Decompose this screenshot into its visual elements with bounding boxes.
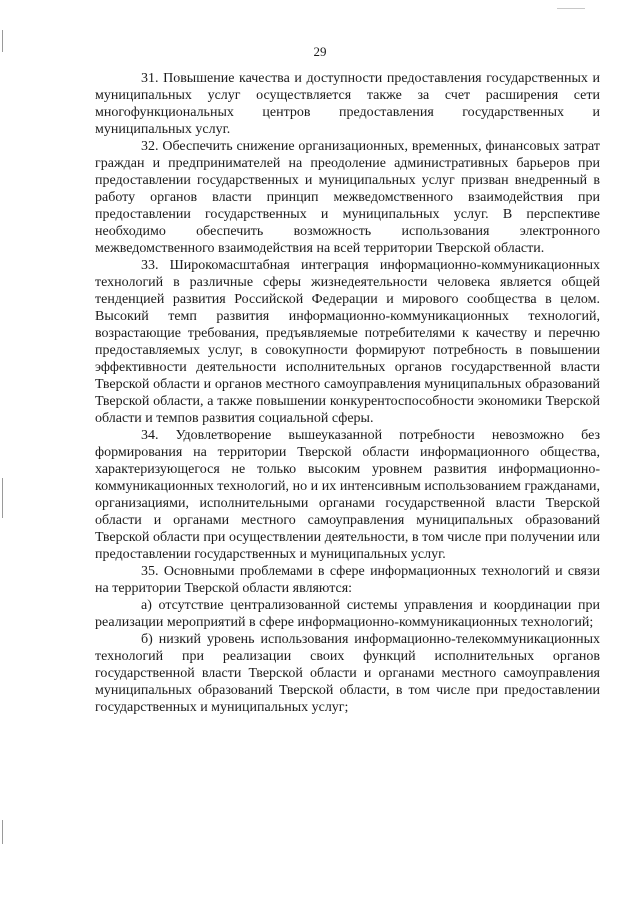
document-body xyxy=(95,70,600,716)
scan-artifact xyxy=(2,478,3,518)
scan-artifact xyxy=(2,820,3,844)
list-item-a: а) отсутствие централизованной системы управления и координации при реализации мероприятий в сфере информационно-коммуникационных технологий; xyxy=(95,598,600,630)
page-number: 29 xyxy=(313,44,327,59)
paragraph-31: 31. Повышение качества и доступности предоставления государственных и муниципальных услуг осуществляется также за счет расширения сети многофункциональных центров предоставления государственных и муниципальных услуг. xyxy=(95,71,600,137)
scan-artifact xyxy=(557,8,585,9)
list-item-b: б) низкий уровень использования информационно-телекоммуникационных технологий при реализации своих функций исполнительных органов государственной власти Тверской области и органами местного самоуправления муниципальных образований Тверской области, в том числе при предоставлении государственных и муниципальных услуг; xyxy=(95,632,600,715)
paragraph-32: 32. Обеспечить снижение организационных, временных, финансовых затрат граждан и предпринимателей на преодоление административных барьеров при предоставлении государственных и муниципальных услуг призван внедренный в работу органов власти принцип межведомственного взаимодействия при предоставлении государственных и муниципальных услуг. В перспективе необходимо обеспечить возможность использования электронного межведомственного взаимодействия на всей территории Тверской области. xyxy=(95,139,600,256)
paragraph-35: 35. Основными проблемами в сфере информационных технологий и связи на территории Тверской области являются: xyxy=(95,564,600,596)
paragraph-34: 34. Удовлетворение вышеуказанной потребности невозможно без формирования на территории Тверской области информационного общества, характеризующегося не только высоким уровнем развития информационно-коммуникационных технологий, но и их интенсивным использованием гражданами, организациями, исполнительными органами государственной власти Тверской области и органами местного самоуправления муниципальных образований Тверской области при осуществлении деятельности, в том числе при получении или предоставлении государственных и муниципальных услуг. xyxy=(95,428,600,562)
paragraph-33: 33. Широкомасштабная интеграция информационно-коммуникационных технологий в различные сферы жизнедеятельности человека является общей тенденцией развития Российской Федерации и мирового сообщества в целом. Высокий темп развития информационно-коммуникационных технологий, возрастающие требования, предъявляемые потребителями к качеству и перечню предоставляемых услуг, в совокупности формируют потребность в повышении эффективности деятельности исполнительных органов государственной власти Тверской области и органов местного самоуправления муниципальных образований Тверской области, а также повышении конкурентоспособности экономики Тверской области и темпов развития социальной сферы. xyxy=(95,258,600,426)
